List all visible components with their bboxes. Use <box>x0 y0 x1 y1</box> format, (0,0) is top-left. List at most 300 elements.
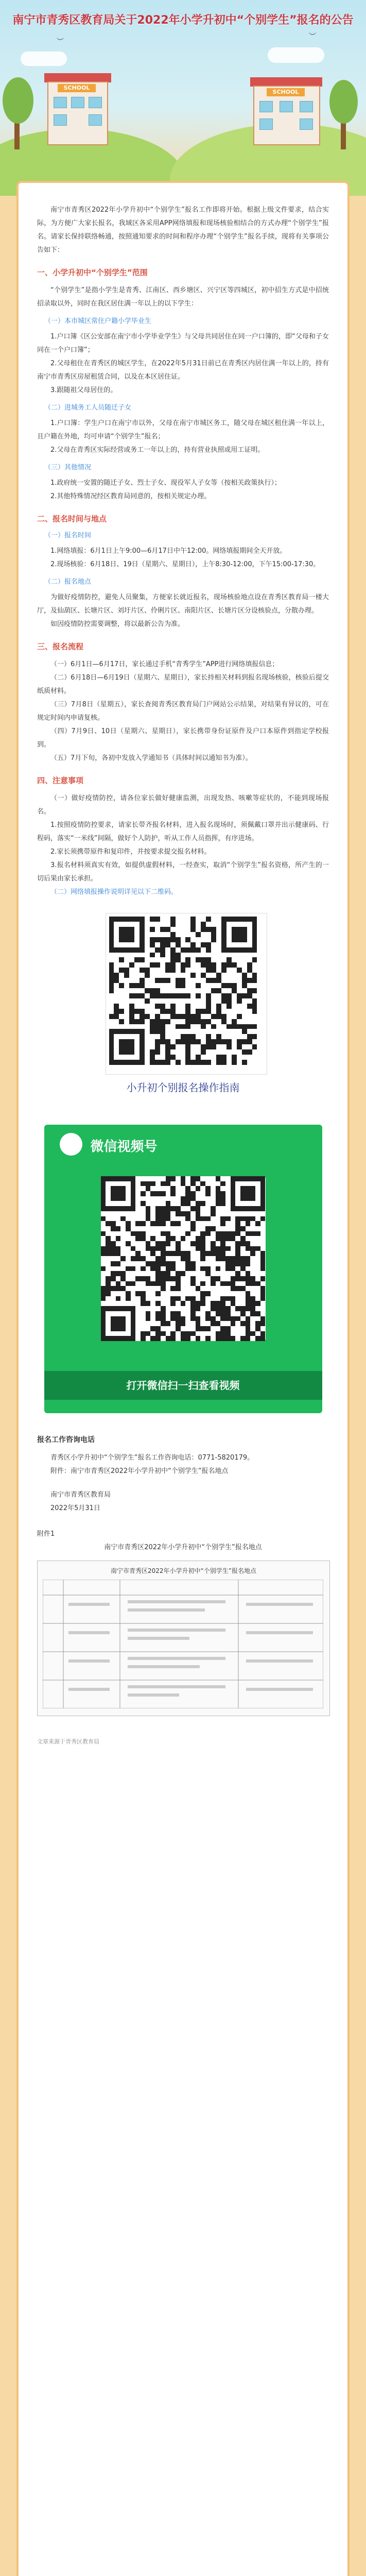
qr-module <box>170 1014 176 1019</box>
qr-module <box>109 978 114 983</box>
qr-module <box>255 1301 260 1306</box>
qr-module <box>181 1034 186 1039</box>
qr-module <box>206 993 211 998</box>
qr-module <box>141 1331 146 1336</box>
qr-module <box>250 1276 255 1281</box>
qr-module <box>155 1256 161 1261</box>
qr-module <box>240 1321 246 1326</box>
qr-module <box>155 1316 161 1321</box>
qr-module <box>225 1216 231 1222</box>
qr-module <box>119 968 124 973</box>
qr-module <box>150 942 155 947</box>
qr-module <box>116 1236 121 1241</box>
qr-module <box>211 1306 216 1311</box>
qr-module <box>185 1336 190 1341</box>
qr-module <box>161 1276 166 1281</box>
qr-module <box>114 1009 119 1014</box>
article-body <box>37 204 329 1747</box>
qr-module <box>201 922 206 927</box>
qr-module <box>166 1181 171 1187</box>
qr-module <box>185 1039 190 1044</box>
qr-module <box>150 1246 155 1251</box>
qr-module <box>134 957 140 962</box>
qr-module <box>220 1256 225 1261</box>
qr-module <box>124 968 129 973</box>
qr-module <box>260 1266 266 1272</box>
qr-module <box>181 1176 186 1181</box>
qr-module <box>176 937 181 942</box>
qr-module <box>141 1266 146 1272</box>
qr-module <box>145 988 150 993</box>
qr-module <box>250 1311 255 1316</box>
qr-module <box>231 1321 236 1326</box>
qr-module <box>196 1216 201 1222</box>
qr-module <box>155 1004 160 1009</box>
qr-code[interactable] <box>106 913 267 1074</box>
qr-module <box>235 1271 240 1276</box>
qr-module <box>240 1311 246 1316</box>
sub-heading: （三）其他情况 <box>44 464 92 471</box>
qr-module <box>181 1201 186 1206</box>
qr-module <box>196 1246 201 1251</box>
qr-module <box>185 957 190 962</box>
qr-module <box>161 1321 166 1326</box>
qr-module <box>232 983 237 988</box>
qr-module <box>220 1306 225 1311</box>
qr-module <box>160 978 165 983</box>
qr-module <box>176 993 181 998</box>
qr-module <box>170 1176 176 1181</box>
qr-module <box>226 1024 232 1029</box>
qr-module <box>200 1241 205 1246</box>
qr-module <box>190 1196 196 1201</box>
qr-module <box>242 1049 247 1055</box>
qr-module <box>221 1019 226 1024</box>
qr-module <box>190 1316 196 1321</box>
window-icon <box>280 101 293 112</box>
qr-module <box>101 1231 106 1236</box>
qr-module <box>141 1221 146 1226</box>
qr-module <box>135 1276 141 1281</box>
qr-module <box>176 1276 181 1281</box>
qr-module <box>206 978 211 983</box>
qr-module <box>155 1216 161 1222</box>
qr-module <box>140 978 145 983</box>
qr-module <box>242 1024 247 1029</box>
qr-module <box>161 1221 166 1226</box>
qr-module <box>246 1246 251 1251</box>
qr-module <box>205 1311 211 1316</box>
qr-module <box>185 1019 190 1024</box>
qr-module <box>119 1009 124 1014</box>
qr-module <box>150 917 155 922</box>
qr-module <box>250 1216 255 1222</box>
wechat-video-card <box>44 1125 322 1413</box>
qr-module <box>146 1331 151 1336</box>
qr-module <box>165 1019 170 1024</box>
qr-module <box>231 1301 236 1306</box>
paragraph: 1.户口簿《区公安部在南宁市小学毕业学生》与父母共同居住在同一户口簿的，即“父母和子女同在一个户口簿”； <box>37 333 329 354</box>
qr-module <box>211 968 216 973</box>
qr-module <box>246 1216 251 1222</box>
qr-module <box>190 917 196 922</box>
qr-module <box>196 1206 201 1211</box>
qr-module <box>150 1181 155 1187</box>
qr-module <box>221 983 226 988</box>
qr-module <box>150 953 155 958</box>
qr-module <box>225 1306 231 1311</box>
qr-module <box>250 1301 255 1306</box>
qr-module <box>246 1276 251 1281</box>
qr-module <box>150 1236 155 1241</box>
qr-module <box>155 1221 161 1226</box>
qr-module <box>250 1231 255 1236</box>
qr-module <box>216 1196 221 1201</box>
qr-module <box>221 1055 226 1060</box>
qr-module <box>240 1336 246 1341</box>
qr-module <box>155 917 160 922</box>
qr-module <box>196 993 201 998</box>
qr-module <box>200 1301 205 1306</box>
qr-module <box>160 1029 165 1034</box>
qr-module <box>176 1271 181 1276</box>
qr-module <box>190 1301 196 1306</box>
qr-module <box>166 1206 171 1211</box>
qr-finder <box>111 1186 126 1201</box>
qr-module <box>221 1039 226 1044</box>
qr-module <box>252 1034 257 1039</box>
paragraph: 附件：南宁市青秀区2022年小学升初中“个别学生”报名地点 <box>50 1467 229 1475</box>
qr-module <box>211 1301 216 1306</box>
table-caption: 南宁市青秀区2022年小学升初中“个别学生”报名地点 <box>111 1567 256 1574</box>
qr-module <box>111 1226 116 1231</box>
qr-module <box>220 1246 225 1251</box>
qr-module <box>129 1019 134 1024</box>
qr-module <box>246 1241 251 1246</box>
qr-module <box>216 1191 221 1196</box>
qr-module <box>176 1251 181 1256</box>
qr-module <box>196 1301 201 1306</box>
qr-module <box>190 973 196 978</box>
qr-module <box>196 1336 201 1341</box>
qr-module <box>161 1306 166 1311</box>
paragraph: （二）网络填报操作说明详见以下二维码。 <box>50 888 178 896</box>
qr-module <box>150 1055 155 1060</box>
qr-module <box>141 1336 146 1341</box>
qr-module <box>150 927 155 932</box>
qr-module <box>226 1044 232 1049</box>
qr-module <box>190 927 196 932</box>
qr-module <box>181 1196 186 1201</box>
window-icon <box>300 118 313 130</box>
qr-module <box>255 1231 260 1236</box>
qr-module <box>231 1281 236 1286</box>
window-icon <box>54 114 67 126</box>
qr-finder <box>119 927 134 942</box>
qr-module <box>220 1316 225 1321</box>
qr-module <box>140 1019 145 1024</box>
qr-module <box>237 998 242 1004</box>
wechat-video-icon <box>60 1133 82 1156</box>
qr-module <box>119 983 124 988</box>
qr-module <box>146 1241 151 1246</box>
qr-module <box>205 1336 211 1341</box>
qr-module <box>216 1306 221 1311</box>
qr-module <box>220 1216 225 1222</box>
window-icon <box>89 114 102 126</box>
qr-module <box>140 1009 145 1014</box>
qr-module <box>155 1039 160 1044</box>
qr-module <box>126 1296 131 1301</box>
qr-module <box>170 1004 176 1009</box>
qr-module <box>206 917 211 922</box>
qr-module <box>216 1301 221 1306</box>
qr-module <box>216 978 221 983</box>
qr-module <box>155 1060 160 1065</box>
qr-module <box>190 1266 196 1272</box>
qr-module <box>211 1226 216 1231</box>
qr-module <box>220 1331 225 1336</box>
qr-module <box>111 1276 116 1281</box>
qr-module <box>225 1331 231 1336</box>
qr-module <box>225 1236 231 1241</box>
paragraph: 2.家长须携带原件和复印件，并按要求提交报名材料。 <box>50 848 211 856</box>
qr-module <box>196 1241 201 1246</box>
qr-module <box>231 1276 236 1281</box>
qr-module <box>216 988 221 993</box>
qr-module <box>226 1039 232 1044</box>
qr-module <box>161 1271 166 1276</box>
qr-module <box>216 973 221 978</box>
qr-module <box>145 968 150 973</box>
attachment-title: 南宁市青秀区2022年小学升初中“个别学生”报名地点 <box>104 1544 262 1551</box>
qr-module <box>150 1019 155 1024</box>
qr-module <box>135 1221 141 1226</box>
qr-module <box>190 1221 196 1226</box>
qr-module <box>155 1044 160 1049</box>
qr-module <box>246 1261 251 1266</box>
qr-module <box>170 1311 176 1316</box>
qr-module <box>260 1216 266 1222</box>
paragraph: （五）7月下旬，各初中发放入学通知书（具体时间以通知书为准）。 <box>50 754 252 762</box>
qr-module <box>116 1246 121 1251</box>
qr-module <box>150 1261 155 1266</box>
qr-module <box>181 1321 186 1326</box>
qr-module <box>120 1276 126 1281</box>
qr-module <box>205 1316 211 1321</box>
qr-module <box>196 1039 201 1044</box>
qr-module <box>166 1321 171 1326</box>
qr-module <box>260 1276 266 1281</box>
qr-module <box>129 1004 134 1009</box>
qr-module <box>165 1009 170 1014</box>
qr-module <box>181 1039 186 1044</box>
qr-module <box>206 1039 211 1044</box>
qr-module <box>211 1241 216 1246</box>
qr-module <box>250 1281 255 1286</box>
qr-module <box>185 1044 190 1049</box>
qr-module <box>111 1241 116 1246</box>
qr-module <box>101 1291 106 1296</box>
qr-module <box>247 962 252 968</box>
qr-module <box>126 1241 131 1246</box>
qr-module <box>260 1336 266 1341</box>
qr-module <box>120 1256 126 1261</box>
qr-module <box>231 1266 236 1272</box>
qr-module <box>161 1331 166 1336</box>
qr-module <box>246 1326 251 1331</box>
qr-module <box>161 1311 166 1316</box>
qr-module <box>216 1276 221 1281</box>
qr-module <box>250 1331 255 1336</box>
qr-module <box>252 957 257 962</box>
qr-module <box>150 1326 155 1331</box>
qr-module <box>211 1246 216 1251</box>
qr-module <box>226 962 232 968</box>
qr-module <box>196 1286 201 1291</box>
qr-module <box>252 978 257 983</box>
wechat-scan-hint: 打开微信扫一扫查看视频 <box>44 1371 322 1400</box>
qr-module <box>201 1044 206 1049</box>
qr-module <box>185 993 190 998</box>
qr-module <box>252 1024 257 1029</box>
qr-module <box>200 1231 205 1236</box>
qr-module <box>185 1211 190 1216</box>
sub-heading: （一）本市城区常住户籍小学毕业生 <box>44 317 152 325</box>
qr-module <box>126 1221 131 1226</box>
qr-module <box>190 922 196 927</box>
qr-module <box>246 1231 251 1236</box>
qr-module <box>160 1039 165 1044</box>
qr-module <box>235 1261 240 1266</box>
sub-heading: （一）报名时间 <box>44 532 92 539</box>
qr-module <box>190 1034 196 1039</box>
qr-module <box>196 957 201 962</box>
qr-module <box>247 968 252 973</box>
qr-module <box>176 1286 181 1291</box>
paragraph: 1.按照疫情防控要求，请家长带齐报名材料，进入报名现场时，须佩戴口罩并出示健康码、行程码，落实“一米线”间隔，做好个人防护，听从工作人员指挥，有序进场。 <box>37 821 329 842</box>
qr-module <box>155 1276 161 1281</box>
qr-module <box>231 1256 236 1261</box>
qr-module <box>170 953 176 958</box>
qr-module <box>235 1216 240 1222</box>
qr-module <box>135 1236 141 1241</box>
qr-module <box>211 1251 216 1256</box>
qr-module <box>176 1241 181 1246</box>
qr-module <box>242 978 247 983</box>
paragraph: 为做好疫情防控，避免人员聚集，方便家长就近报名，现场核验地点设在青秀区教育局一楼大厅，及仙葫区、长塘片区、刘圩片区、伶俐片区、南阳片区、长塘片区分设核验点，分散办理。 <box>37 594 329 615</box>
qr-module <box>165 978 170 983</box>
qr-module <box>120 1216 126 1222</box>
qr-module <box>246 1336 251 1341</box>
qr-module <box>206 998 211 1004</box>
qr-module <box>225 1261 231 1266</box>
qr-module <box>255 1281 260 1286</box>
qr-module <box>246 1316 251 1321</box>
qr-module <box>246 1306 251 1311</box>
qr-finder <box>232 927 247 942</box>
qr-module <box>231 1336 236 1341</box>
qr-module <box>106 1246 111 1251</box>
qr-module <box>190 1206 196 1211</box>
qr-module <box>225 1336 231 1341</box>
qr-module <box>211 1024 216 1029</box>
qr-module <box>129 1014 134 1019</box>
qr-module <box>240 1276 246 1281</box>
qr-module <box>155 993 160 998</box>
qr-module <box>150 1024 155 1029</box>
qr-module <box>181 1236 186 1241</box>
qr-module <box>181 1024 186 1029</box>
qr-module <box>255 1326 260 1331</box>
qr-module <box>185 1266 190 1272</box>
qr-module <box>131 1231 136 1236</box>
qr-module <box>181 1331 186 1336</box>
qr-module <box>155 1246 161 1251</box>
qr-module <box>196 1326 201 1331</box>
qr-module <box>211 927 216 932</box>
qr-module <box>185 1251 190 1256</box>
qr-module <box>109 968 114 973</box>
qr-module <box>176 1281 181 1286</box>
qr-module <box>116 1286 121 1291</box>
qr-module <box>226 998 232 1004</box>
qr-module <box>155 1266 161 1272</box>
header-banner <box>0 0 366 196</box>
qr-module <box>255 1336 260 1341</box>
qr-module <box>181 1336 186 1341</box>
qr-module <box>250 1246 255 1251</box>
intro-paragraph: 南宁市青秀区2022年小学升初中“个别学生”报名工作即将开始。根据上级文件要求，结合实际，为方便广大家长报名，我域区各采用APP网络填报和现场核验相结合的方式办理“个别学生”报名。请家长保持联络畅通，按照通知要求的时间和程序办理“个别学生”报名手续，现将有关事项公告如下： <box>37 206 329 254</box>
qr-module <box>220 1336 225 1341</box>
qr-module <box>235 1241 240 1246</box>
qr-module <box>255 1246 260 1251</box>
qr-module <box>106 1276 111 1281</box>
qr-module <box>170 1191 176 1196</box>
qr-module <box>170 922 176 927</box>
qr-module <box>206 1009 211 1014</box>
qr-module <box>141 1191 146 1196</box>
qr-code[interactable] <box>101 1176 266 1341</box>
qr-module <box>226 1004 232 1009</box>
qr-module <box>247 1024 252 1029</box>
qr-module <box>216 1246 221 1251</box>
qr-module <box>170 1266 176 1272</box>
qr-finder <box>119 1039 134 1055</box>
qr-module <box>146 1216 151 1222</box>
qr-module <box>141 1291 146 1296</box>
qr-module <box>160 993 165 998</box>
qr-module <box>160 953 165 958</box>
qr-module <box>206 1034 211 1039</box>
paragraph: 如因疫情防控需要调整，将以最新公告为准。 <box>50 620 185 628</box>
qr-module <box>165 942 170 947</box>
qr-module <box>155 1311 161 1316</box>
paragraph: 2.其他特殊情况经区教育局同意的，按相关规定办理。 <box>50 493 211 500</box>
qr-module <box>161 1241 166 1246</box>
qr-module <box>114 978 119 983</box>
qr-module <box>165 1039 170 1044</box>
qr-module <box>150 1029 155 1034</box>
qr-module <box>246 1281 251 1286</box>
qr-module <box>240 1236 246 1241</box>
qr-module <box>190 1181 196 1187</box>
qr-module <box>161 1286 166 1291</box>
window-icon <box>259 101 273 112</box>
qr-module <box>200 1291 205 1296</box>
qr-finder <box>111 1316 126 1331</box>
window-icon <box>89 97 102 108</box>
